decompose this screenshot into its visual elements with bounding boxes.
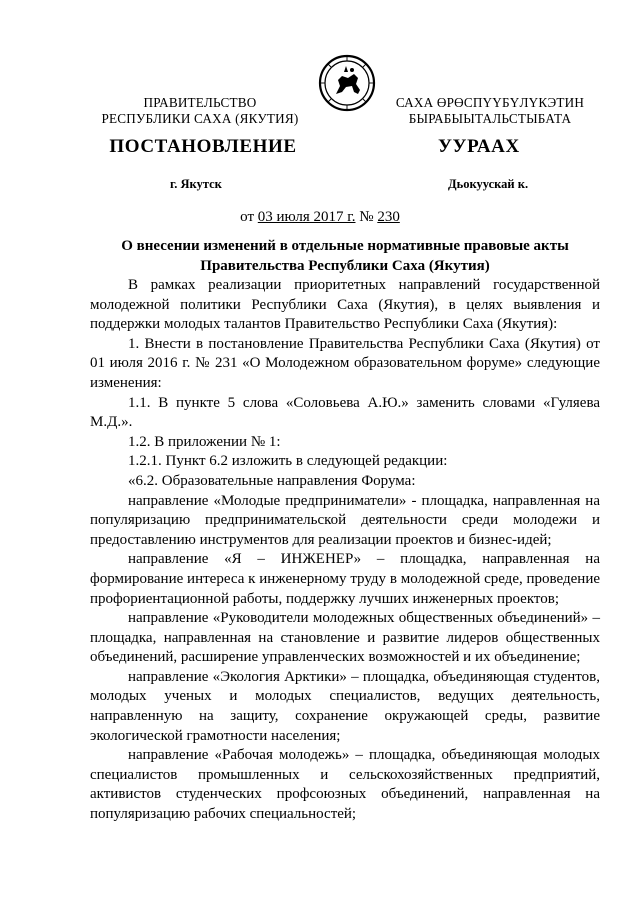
body-paragraph: «6.2. Образовательные направления Форума: [128, 472, 416, 489]
doc-type-russian: ПОСТАНОВЛЕНИЕ [109, 136, 297, 157]
document-body [90, 276, 600, 825]
city-sakha: Дьокуускай к. [448, 177, 529, 191]
doc-type-sakha: УУРААХ [438, 136, 520, 157]
number-sign: № [359, 209, 374, 225]
body-paragraph: 1. Внести в постановление Правительства Республики Саха (Якутия) от 01 июля 2016 г. № 231 «О Молодежном образовательном форуме» следующие изменения: [90, 335, 600, 391]
header-right-block [380, 95, 600, 127]
body-paragraph: направление «Молодые предприниматели» - площадка, направленная на популяризацию предпринимательской деятельности среди молодежи и предоставлению инструментов для реализации проектов и бизнес-идей; [90, 492, 600, 548]
body-paragraph: 1.2.1. Пункт 6.2 изложить в следующей редакции: [128, 453, 448, 470]
body-paragraph: 1.2. В приложении № 1: [128, 433, 281, 450]
body-paragraph: 1.1. В пункте 5 слова «Соловьева А.Ю.» заменить словами «Гуляева М.Д.». [90, 394, 600, 431]
date-number-line [0, 209, 640, 226]
body-paragraph: направление «Я – ИНЖЕНЕР» – площадка, направленная на формирование интереса к инженерному труду в молодежной среде, проведение профориентационной работы, поддержку лучших инженерных проектов; [90, 551, 600, 607]
body-paragraph: направление «Рабочая молодежь» – площадка, объединяющая молодых специалистов промышленных и сельскохозяйственных предприятий, активистов студенческих профсоюзных объединений, направленная на популяризацию рабочих специальностей; [90, 747, 600, 823]
document-number: 230 [377, 209, 400, 225]
document-title [90, 236, 600, 276]
city-russian: г. Якутск [170, 177, 222, 191]
title-line-2: Правительства Республики Саха (Якутия) [200, 258, 490, 274]
header-right-line-1: САХА ӨРӨСПҮҮБҮЛҮКЭТИН [395, 95, 585, 110]
header-left-block [90, 95, 310, 127]
body-paragraph: направление «Экология Арктики» – площадка, объединяющая студентов, молодых ученых и молодых специалистов, ведущих деятельность, направленную на защиту, сохранение окружающей среды, развитие экологической грамотности населения; [90, 668, 600, 744]
document-date: 03 июля 2017 г. [257, 209, 356, 225]
header-right-line-2: БЫРАБЫЫТАЛЬСТЫБАТА [408, 111, 572, 126]
date-prefix: от [240, 209, 255, 225]
title-line-1: О внесении изменений в отдельные нормативные правовые акты [121, 238, 569, 254]
body-paragraph: направление «Руководители молодежных общественных объединений» – площадка, направленная на становление и развитие лидеров общественных объединений, расширение управленческих возможностей и их объединение; [90, 610, 600, 666]
header-left-line-1: ПРАВИТЕЛЬСТВО [143, 95, 257, 110]
republic-emblem-icon [318, 54, 376, 112]
body-paragraph: В рамках реализации приоритетных направлений государственной молодежной политики Республики Саха (Якутия), в целях выявления и поддержки молодых талантов Правительство Республики Саха (Якутия): [90, 277, 600, 333]
header-left-line-2: РЕСПУБЛИКИ САХА (ЯКУТИЯ) [101, 111, 299, 126]
